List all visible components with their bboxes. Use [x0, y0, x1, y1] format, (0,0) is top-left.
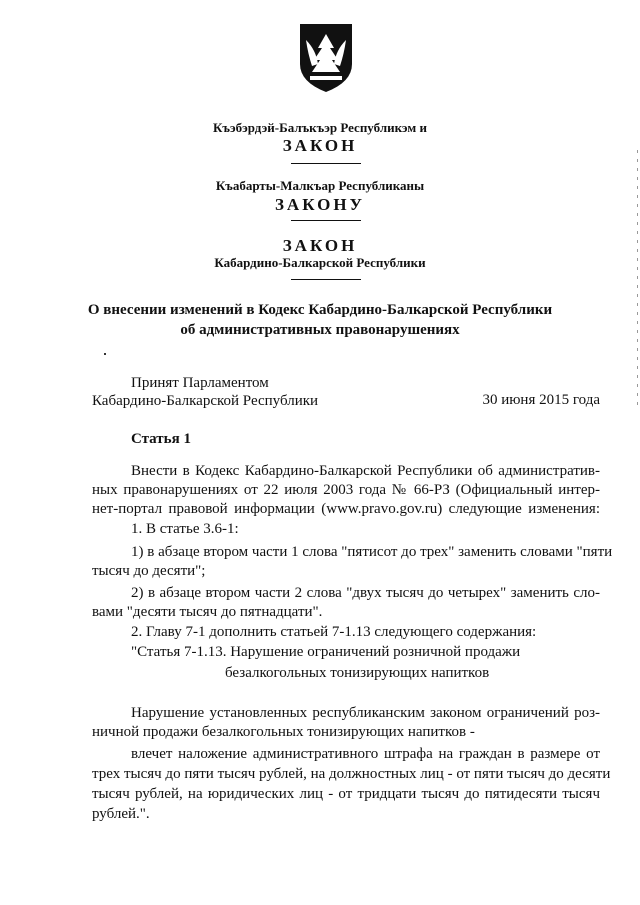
article-line-6: тысяч до десяти";	[92, 563, 206, 579]
article-line-1: Внести в Кодекс Кабардино-Балкарской Республики об административ-	[131, 463, 600, 479]
article-line-13: ничной продажи безалкогольных тонизирующих напитков -	[92, 724, 475, 740]
coat-of-arms-emblem	[296, 20, 356, 94]
header-divider-2	[291, 220, 361, 221]
russian-law-word: ЗАКОН	[282, 236, 358, 255]
article-line-2: ных правонарушениях от 22 июля 2003 года № 66-РЗ (Официальный интер-	[92, 482, 600, 498]
article-line-11: безалкогольных тонизирующих напитков	[225, 665, 490, 681]
balkar-law-word: ЗАКОНУ	[274, 195, 366, 214]
article-line-5: 1) в абзаце втором части 1 слова "пятисот до трех" заменить словами "пяти	[131, 544, 613, 560]
kabardian-law-word: ЗАКОН	[282, 136, 358, 155]
article-line-4: 1. В статье 3.6-1:	[131, 521, 239, 537]
adoption-date: 30 июня 2015 года	[482, 392, 600, 408]
article-line-15: трех тысяч до пяти тысяч рублей, на должностных лиц - от пяти тысяч до десяти	[92, 766, 611, 782]
header-divider-1	[291, 163, 361, 164]
law-title-line-1: О внесении изменений в Кодекс Кабардино-Балкарской Республики	[87, 302, 553, 318]
article-line-16: тысяч рублей, на юридических лиц - от тридцати тысяч до пятидесяти тысяч	[92, 786, 600, 802]
adoption-line-2: Кабардино-Балкарской Республики	[92, 393, 319, 409]
article-line-12: Нарушение установленных республиканским законом ограничений роз-	[131, 705, 600, 721]
russian-header-line: Кабардино-Балкарской Республики	[214, 255, 426, 270]
scan-speck	[104, 353, 106, 355]
article-line-7: 2) в абзаце втором части 2 слова "двух тысяч до четырех" заменить сло-	[131, 585, 600, 601]
article-line-8: вами "десяти тысяч до пятнадцати".	[92, 604, 323, 620]
article-line-14: влечет наложение административного штрафа на граждан в размере от	[131, 746, 600, 762]
article-line-10: "Статья 7-1.13. Нарушение ограничений розничной продажи	[131, 644, 521, 660]
scan-edge-shadow	[637, 150, 638, 410]
article-heading: Статья 1	[131, 431, 191, 447]
law-title-line-2: об административных правонарушениях	[180, 322, 460, 338]
adoption-line-1: Принят Парламентом	[131, 375, 269, 391]
article-line-17: рублей.".	[92, 806, 150, 822]
article-line-3: нет-портал правовой информации (www.pravo.gov.ru) следующие изменения:	[92, 501, 600, 517]
header-divider-3	[291, 279, 361, 280]
kabardian-header-line: Къэбэрдэй-Балъкъэр Республикэм и	[212, 120, 428, 135]
balkar-header-line: Къабарты-Малкъар Республиканы	[215, 178, 425, 193]
article-line-9: 2. Главу 7-1 дополнить статьей 7-1.13 следующего содержания:	[131, 624, 537, 640]
